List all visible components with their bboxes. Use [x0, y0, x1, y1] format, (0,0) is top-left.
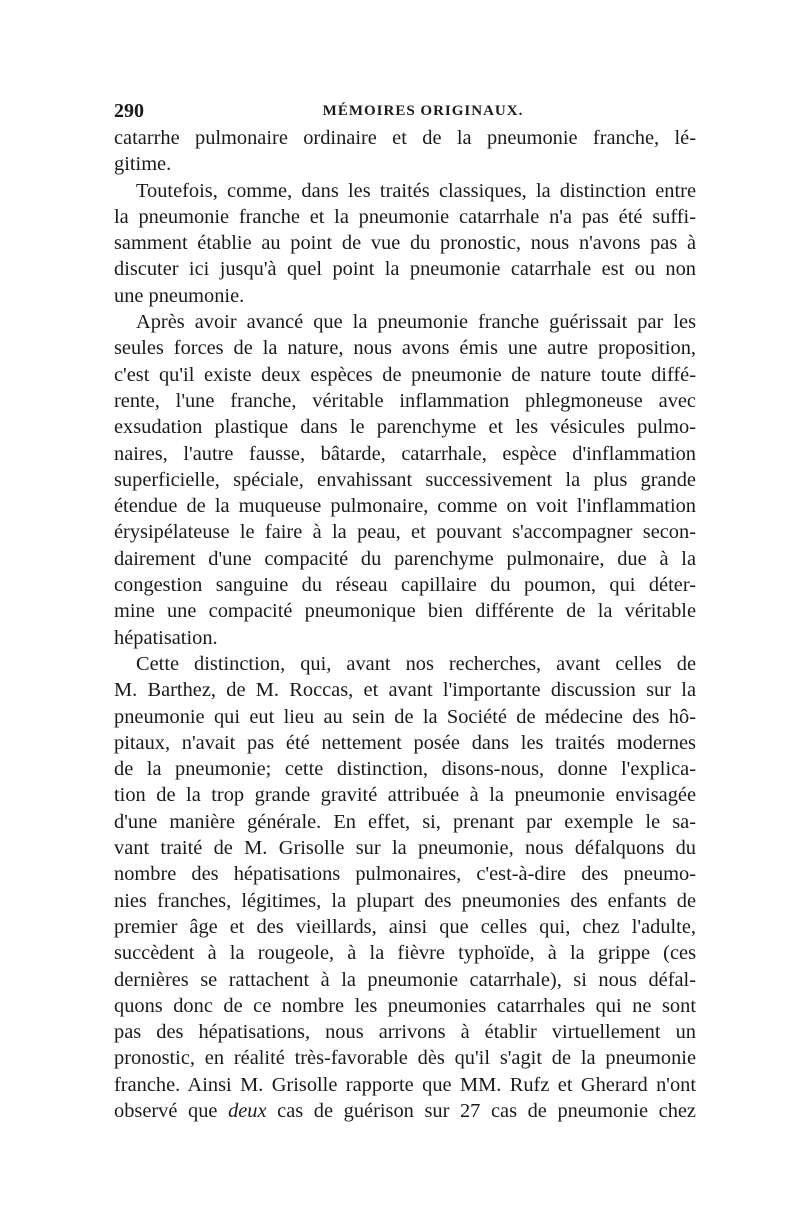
text-line: catarrhe pulmonaire ordinaire et de la pneumonie franche, lé- — [114, 127, 696, 149]
text-line: naires, l'autre fausse, bâtarde, catarrhale, espèce d'inflammation — [114, 442, 696, 465]
text-line: exsudation plastique dans le parenchyme et les vésicules pulmo- — [114, 416, 696, 439]
text-line: Cette distinction, qui, avant nos recherches, avant celles de — [136, 652, 696, 675]
text-line: gitime. — [114, 153, 172, 176]
emphasis: deux — [228, 1099, 267, 1122]
text-line: succèdent à la rougeole, à la fièvre typhoïde, à la grippe (ces — [114, 942, 696, 965]
text-line: discuter ici jusqu'à quel point la pneumonie catarrhale est ou non — [114, 258, 696, 281]
text-line: pas des hépatisations, nous arrivons à établir virtuellement un — [114, 1021, 696, 1044]
text-line: érysipélateuse le faire à la peau, et pouvant s'accompagner secon- — [114, 521, 696, 544]
text-line: congestion sanguine du réseau capillaire du poumon, qui déter- — [114, 574, 696, 597]
text-line: superficielle, spéciale, envahissant successivement la plus grande — [114, 468, 696, 491]
text-line: étendue de la muqueuse pulmonaire, comme on voit l'inflammation — [114, 495, 696, 518]
text-line: M. Barthez, de M. Roccas, et avant l'importante discussion sur la — [114, 679, 696, 702]
page-number: 290 — [114, 100, 144, 122]
text-line: pneumonie qui eut lieu au sein de la Société de médecine des hô- — [114, 705, 696, 728]
text-line: tion de la trop grande gravité attribuée à la pneumonie envisagée — [114, 784, 696, 807]
text-line: nombre des hépatisations pulmonaires, c'est-à-dire des pneumo- — [114, 863, 696, 886]
text-line: vant traité de M. Grisolle sur la pneumonie, nous défalquons du — [114, 837, 696, 860]
running-title: MÉMOIRES ORIGINAUX. — [322, 103, 524, 119]
text-line: Toutefois, comme, dans les traités classiques, la distinction entre — [136, 179, 696, 202]
text-line: une pneumonie. — [114, 284, 245, 307]
body-text — [114, 125, 696, 1124]
text-line: dernières se rattachent à la pneumonie catarrhale), si nous défal- — [114, 968, 696, 991]
text-line: quons donc de ce nombre les pneumonies catarrhales qui ne sont — [114, 994, 696, 1017]
text-line: mine une compacité pneumonique bien différente de la véritable — [114, 600, 696, 623]
text-line: nies franches, légitimes, la plupart des pneumonies des enfants de — [114, 889, 696, 912]
text-line: la pneumonie franche et la pneumonie catarrhale n'a pas été suffi- — [114, 205, 696, 228]
text-line: de la pneumonie; cette distinction, disons-nous, donne l'explica- — [114, 758, 696, 781]
text-line: franche. Ainsi M. Grisolle rapporte que MM. Rufz et Gherard n'ont — [114, 1073, 696, 1096]
text-line: hépatisation. — [114, 626, 218, 649]
text-line: c'est qu'il existe deux espèces de pneumonie de nature toute diffé- — [114, 363, 696, 386]
text-line: dairement d'une compacité du parenchyme pulmonaire, due à la — [114, 547, 696, 570]
text-line: samment établie au point de vue du pronostic, nous n'avons pas à — [114, 232, 696, 255]
text-line: pitaux, n'avait pas été nettement posée dans les traités modernes — [114, 731, 696, 754]
text-line: rente, l'une franche, véritable inflammation phlegmoneuse avec — [114, 389, 696, 412]
text-line: d'une manière générale. En effet, si, prenant par exemple le sa- — [114, 810, 696, 833]
text-line: pronostic, en réalité très-favorable dès qu'il s'agit de la pneumonie — [114, 1047, 696, 1070]
text-line: seules forces de la nature, nous avons émis une autre proposition, — [114, 337, 696, 360]
text-line: observé que deux cas de guérison sur 27 cas de pneumonie chez — [114, 1099, 696, 1122]
text-line: premier âge et des vieillards, ainsi que celles qui, chez l'adulte, — [114, 915, 696, 938]
text-line: Après avoir avancé que la pneumonie franche guérissait par les — [136, 311, 696, 334]
